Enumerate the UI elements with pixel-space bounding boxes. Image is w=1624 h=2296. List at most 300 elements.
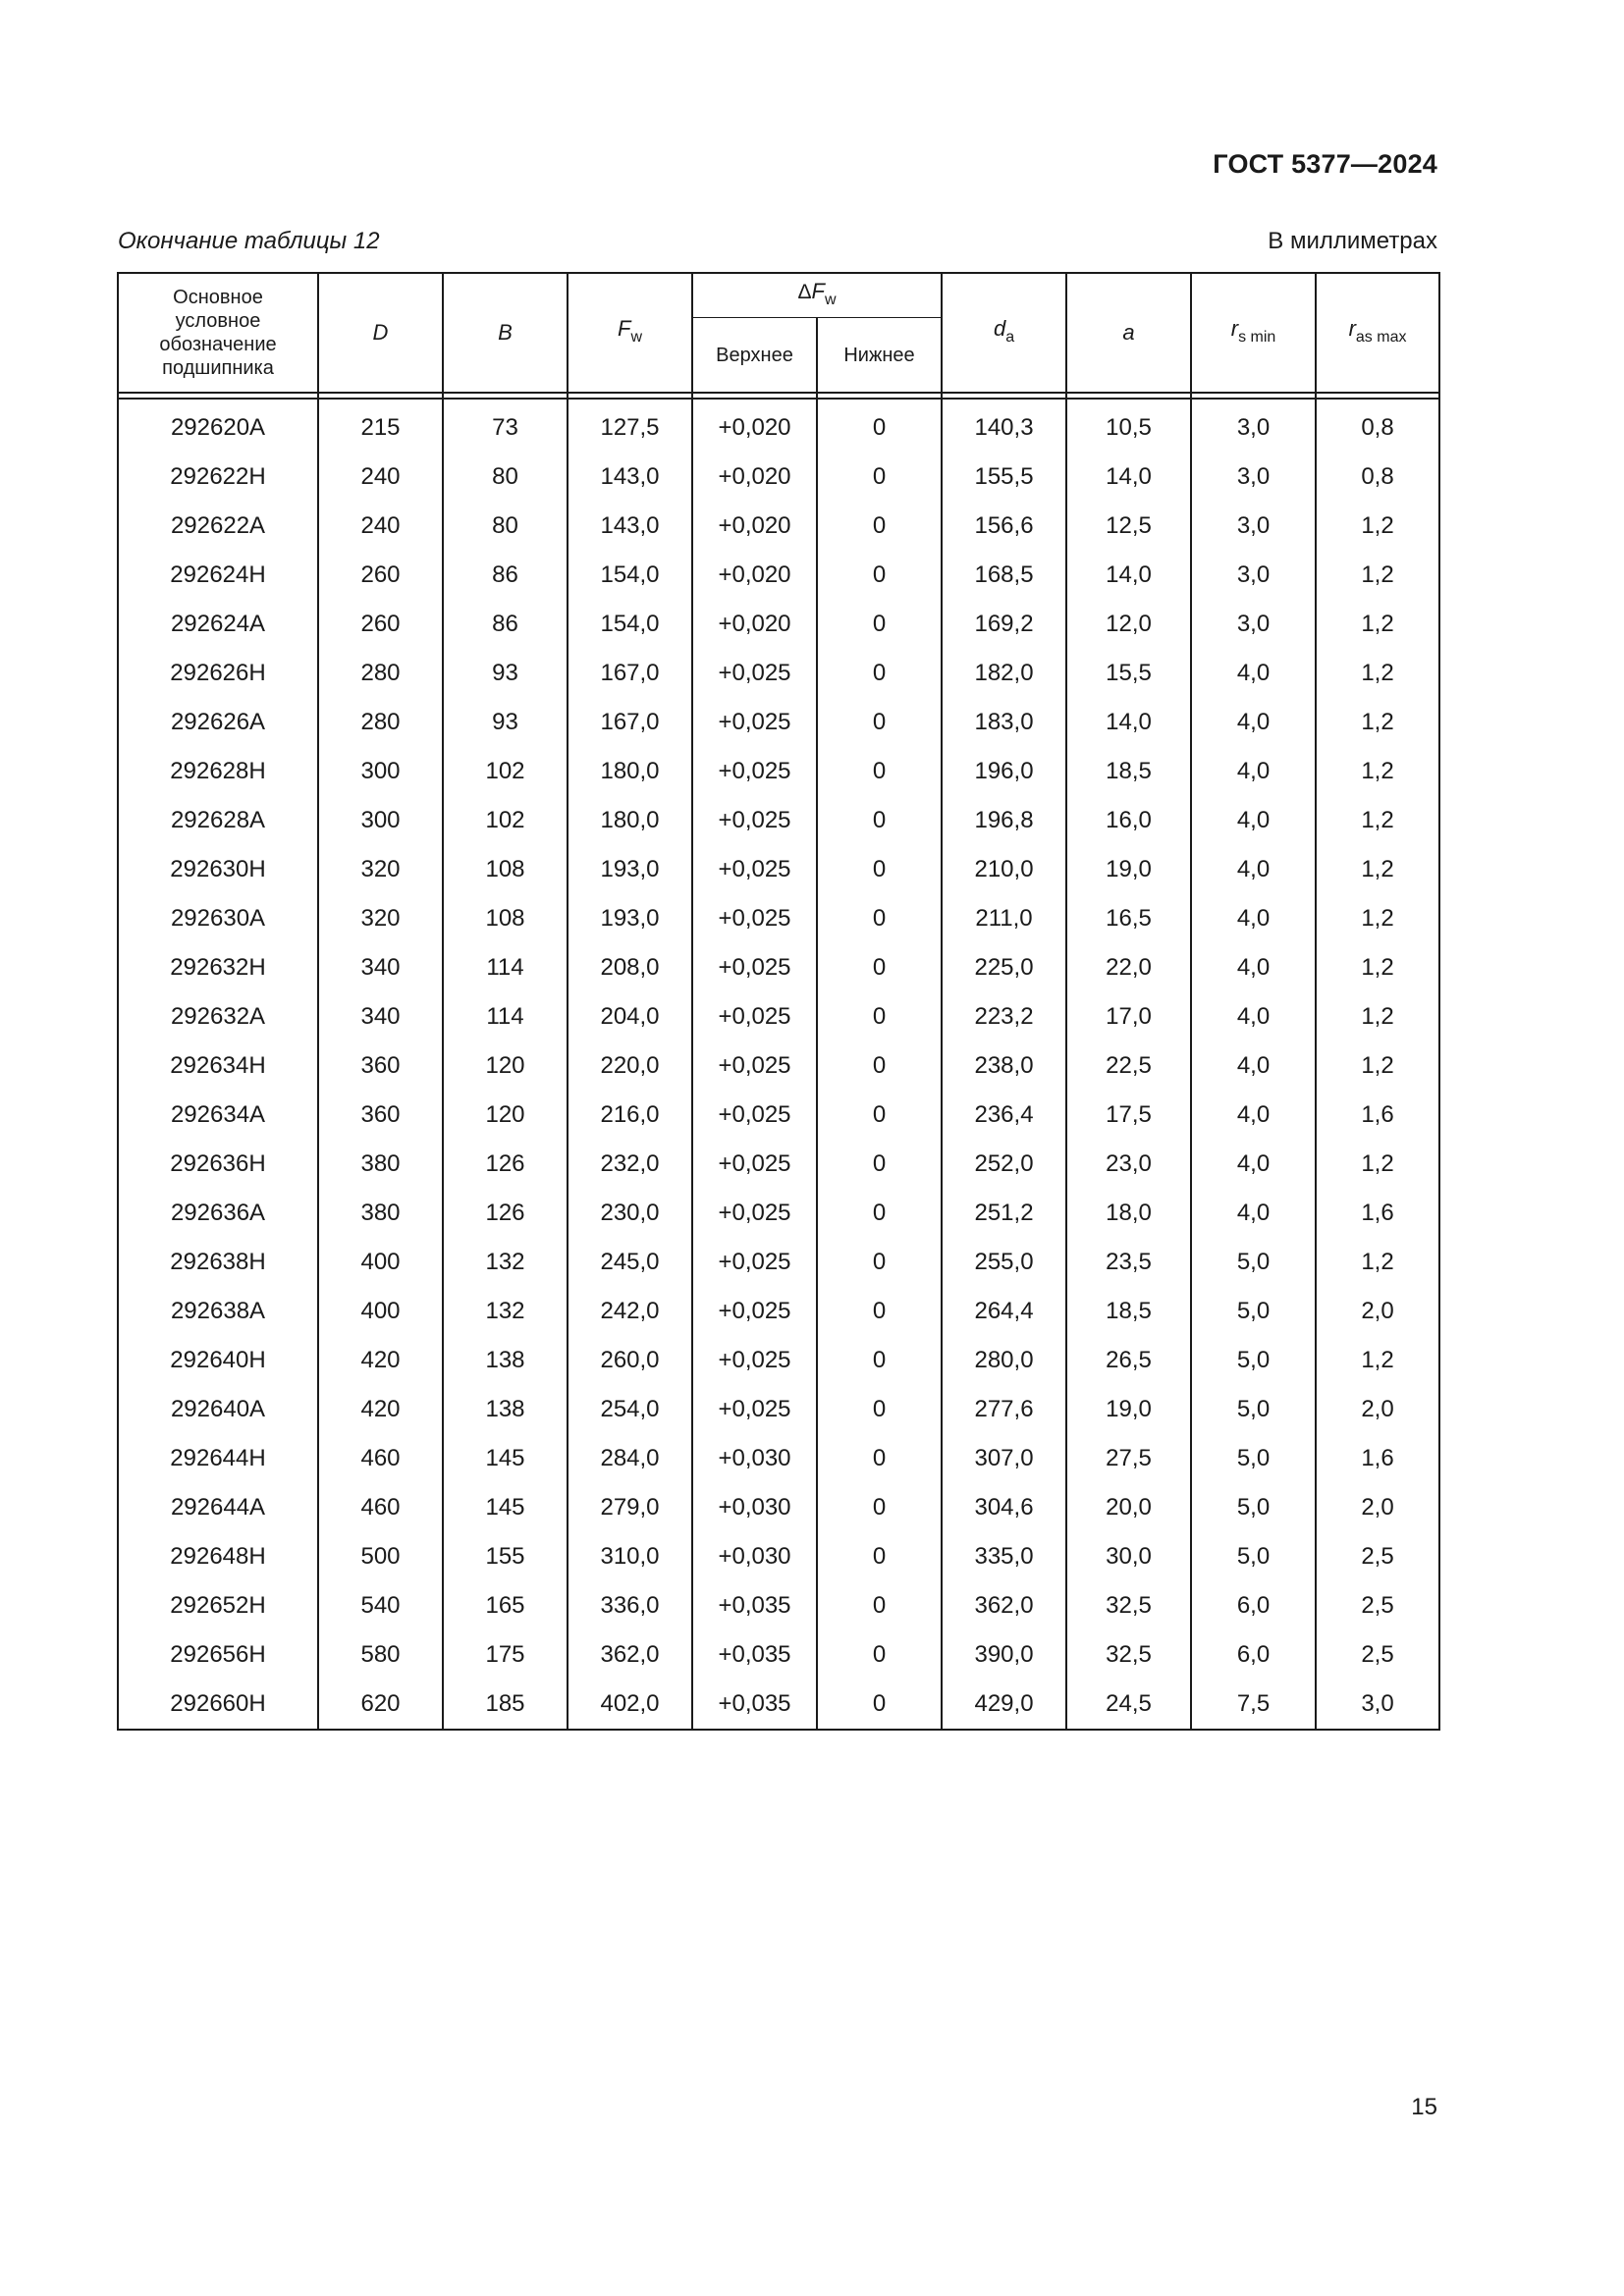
cell-a: 23,0 [1066,1140,1191,1189]
cell-delta-upper: +0,025 [692,649,817,698]
cell-designation: 292628А [118,796,318,845]
cell-D: 260 [318,600,443,649]
cell-D: 240 [318,453,443,502]
cell-Fw: 336,0 [568,1581,692,1630]
cell-designation: 292628Н [118,747,318,796]
column-header-upper: Верхнее [692,318,817,393]
cell-rs-min: 3,0 [1191,502,1316,551]
table-row [118,551,1439,600]
cell-B: 185 [443,1680,568,1730]
table-row [118,1238,1439,1287]
cell-a: 19,0 [1066,845,1191,894]
cell-rs-min: 5,0 [1191,1336,1316,1385]
cell-delta-lower: 0 [817,1532,942,1581]
bearing-dimensions-table [117,272,1440,1731]
cell-a: 18,5 [1066,747,1191,796]
cell-D: 340 [318,943,443,992]
table-header [118,273,1439,393]
cell-delta-upper: +0,020 [692,600,817,649]
cell-da: 251,2 [942,1189,1066,1238]
cell-ras-max: 1,2 [1316,894,1439,943]
cell-a: 15,5 [1066,649,1191,698]
cell-B: 80 [443,502,568,551]
cell-B: 93 [443,649,568,698]
cell-designation: 292640Н [118,1336,318,1385]
cell-delta-lower: 0 [817,943,942,992]
rs-symbol: r [1230,315,1239,341]
cell-Fw: 232,0 [568,1140,692,1189]
table-row [118,894,1439,943]
cell-ras-max: 1,2 [1316,1238,1439,1287]
cell-designation: 292630Н [118,845,318,894]
cell-D: 340 [318,992,443,1041]
cell-designation: 292626Н [118,649,318,698]
cell-da: 236,4 [942,1091,1066,1140]
cell-Fw: 260,0 [568,1336,692,1385]
cell-rs-min: 5,0 [1191,1434,1316,1483]
cell-da: 362,0 [942,1581,1066,1630]
cell-delta-upper: +0,025 [692,894,817,943]
cell-designation: 292634А [118,1091,318,1140]
cell-delta-upper: +0,025 [692,1336,817,1385]
cell-B: 165 [443,1581,568,1630]
cell-da: 183,0 [942,698,1066,747]
cell-rs-min: 4,0 [1191,894,1316,943]
cell-Fw: 143,0 [568,453,692,502]
cell-a: 26,5 [1066,1336,1191,1385]
cell-D: 460 [318,1483,443,1532]
table-row [118,502,1439,551]
cell-delta-lower: 0 [817,1680,942,1730]
table-row [118,1434,1439,1483]
cell-D: 540 [318,1581,443,1630]
table-row [118,1630,1439,1680]
cell-a: 19,0 [1066,1385,1191,1434]
cell-delta-upper: +0,025 [692,1287,817,1336]
units-note: В миллиметрах [1268,228,1437,254]
Fw-symbol: F [617,315,631,341]
table-row [118,747,1439,796]
cell-a: 10,5 [1066,399,1191,453]
cell-delta-upper: +0,025 [692,1091,817,1140]
cell-a: 22,0 [1066,943,1191,992]
cell-ras-max: 1,2 [1316,551,1439,600]
cell-designation: 292632А [118,992,318,1041]
table-row [118,1041,1439,1091]
cell-B: 102 [443,796,568,845]
table-row [118,600,1439,649]
cell-ras-max: 0,8 [1316,399,1439,453]
cell-da: 255,0 [942,1238,1066,1287]
cell-Fw: 204,0 [568,992,692,1041]
cell-rs-min: 4,0 [1191,1140,1316,1189]
cell-D: 260 [318,551,443,600]
table-row [118,1091,1439,1140]
table-row [118,1680,1439,1730]
cell-a: 18,0 [1066,1189,1191,1238]
cell-delta-upper: +0,035 [692,1630,817,1680]
cell-D: 280 [318,649,443,698]
cell-delta-upper: +0,025 [692,1140,817,1189]
cell-rs-min: 3,0 [1191,453,1316,502]
cell-ras-max: 2,0 [1316,1287,1439,1336]
cell-designation: 292656Н [118,1630,318,1680]
cell-delta-lower: 0 [817,1091,942,1140]
Fw-subscript: w [630,328,642,346]
cell-da: 225,0 [942,943,1066,992]
cell-da: 223,2 [942,992,1066,1041]
cell-a: 16,0 [1066,796,1191,845]
cell-Fw: 167,0 [568,698,692,747]
cell-designation: 292636Н [118,1140,318,1189]
cell-delta-lower: 0 [817,1630,942,1680]
table-row [118,1336,1439,1385]
cell-rs-min: 7,5 [1191,1680,1316,1730]
column-header-a [1066,273,1191,393]
table-row [118,992,1439,1041]
cell-designation: 292636А [118,1189,318,1238]
table-row [118,1532,1439,1581]
cell-delta-lower: 0 [817,747,942,796]
cell-B: 126 [443,1189,568,1238]
table-body [118,399,1439,1730]
cell-designation: 292660Н [118,1680,318,1730]
cell-da: 429,0 [942,1680,1066,1730]
table-row [118,845,1439,894]
cell-a: 32,5 [1066,1581,1191,1630]
cell-Fw: 180,0 [568,747,692,796]
cell-delta-lower: 0 [817,399,942,453]
cell-rs-min: 3,0 [1191,551,1316,600]
cell-D: 420 [318,1385,443,1434]
cell-Fw: 245,0 [568,1238,692,1287]
cell-delta-lower: 0 [817,1041,942,1091]
cell-B: 120 [443,1091,568,1140]
table-row [118,1140,1439,1189]
cell-designation: 292622Н [118,453,318,502]
column-header-D [318,273,443,393]
cell-delta-upper: +0,020 [692,399,817,453]
cell-delta-upper: +0,025 [692,1385,817,1434]
cell-Fw: 216,0 [568,1091,692,1140]
cell-B: 138 [443,1385,568,1434]
cell-rs-min: 5,0 [1191,1532,1316,1581]
cell-ras-max: 1,2 [1316,600,1439,649]
column-header-Fw [568,273,692,393]
cell-designation: 292624Н [118,551,318,600]
cell-ras-max: 1,2 [1316,747,1439,796]
cell-B: 108 [443,894,568,943]
cell-B: 102 [443,747,568,796]
cell-B: 138 [443,1336,568,1385]
cell-da: 238,0 [942,1041,1066,1091]
cell-B: 155 [443,1532,568,1581]
cell-rs-min: 6,0 [1191,1581,1316,1630]
cell-rs-min: 4,0 [1191,1041,1316,1091]
table-row [118,1287,1439,1336]
cell-da: 210,0 [942,845,1066,894]
cell-B: 132 [443,1287,568,1336]
cell-Fw: 208,0 [568,943,692,992]
cell-delta-upper: +0,025 [692,943,817,992]
cell-delta-lower: 0 [817,1581,942,1630]
cell-designation: 292634Н [118,1041,318,1091]
cell-Fw: 127,5 [568,399,692,453]
cell-rs-min: 4,0 [1191,747,1316,796]
ras-symbol: r [1348,315,1356,341]
cell-designation: 292626А [118,698,318,747]
cell-ras-max: 1,2 [1316,698,1439,747]
cell-Fw: 167,0 [568,649,692,698]
cell-designation: 292630А [118,894,318,943]
cell-B: 114 [443,992,568,1041]
cell-rs-min: 4,0 [1191,992,1316,1041]
cell-ras-max: 0,8 [1316,453,1439,502]
cell-D: 400 [318,1238,443,1287]
cell-B: 73 [443,399,568,453]
cell-B: 175 [443,1630,568,1680]
cell-ras-max: 1,6 [1316,1091,1439,1140]
cell-delta-upper: +0,020 [692,551,817,600]
cell-ras-max: 2,5 [1316,1581,1439,1630]
cell-delta-upper: +0,020 [692,453,817,502]
cell-delta-lower: 0 [817,600,942,649]
cell-Fw: 180,0 [568,796,692,845]
cell-da: 169,2 [942,600,1066,649]
table-row [118,453,1439,502]
cell-Fw: 242,0 [568,1287,692,1336]
cell-designation: 292648Н [118,1532,318,1581]
table-caption: Окончание таблицы 12 [118,228,380,254]
column-header-rs-min [1191,273,1316,393]
cell-delta-lower: 0 [817,551,942,600]
cell-delta-upper: +0,025 [692,1238,817,1287]
cell-D: 300 [318,796,443,845]
document-code: ГОСТ 5377—2024 [1213,149,1437,179]
table-row [118,943,1439,992]
cell-rs-min: 4,0 [1191,796,1316,845]
cell-D: 400 [318,1287,443,1336]
cell-ras-max: 1,6 [1316,1189,1439,1238]
cell-da: 211,0 [942,894,1066,943]
cell-a: 32,5 [1066,1630,1191,1680]
cell-B: 108 [443,845,568,894]
cell-da: 140,3 [942,399,1066,453]
cell-delta-lower: 0 [817,796,942,845]
column-header-lower: Нижнее [817,318,942,393]
cell-da: 156,6 [942,502,1066,551]
cell-B: 86 [443,600,568,649]
table-row [118,399,1439,453]
cell-D: 320 [318,894,443,943]
cell-designation: 292624А [118,600,318,649]
cell-Fw: 254,0 [568,1385,692,1434]
cell-da: 335,0 [942,1532,1066,1581]
cell-a: 17,5 [1066,1091,1191,1140]
cell-delta-upper: +0,030 [692,1532,817,1581]
cell-delta-lower: 0 [817,894,942,943]
delta-Fw-subscript: w [824,291,837,308]
cell-rs-min: 4,0 [1191,698,1316,747]
table-container [117,272,1438,1731]
cell-rs-min: 5,0 [1191,1287,1316,1336]
cell-Fw: 310,0 [568,1532,692,1581]
cell-D: 320 [318,845,443,894]
cell-delta-upper: +0,020 [692,502,817,551]
cell-delta-lower: 0 [817,992,942,1041]
cell-designation: 292644Н [118,1434,318,1483]
cell-Fw: 143,0 [568,502,692,551]
cell-B: 145 [443,1483,568,1532]
cell-ras-max: 1,2 [1316,992,1439,1041]
cell-delta-lower: 0 [817,1140,942,1189]
cell-delta-lower: 0 [817,453,942,502]
cell-B: 145 [443,1434,568,1483]
cell-delta-lower: 0 [817,1287,942,1336]
cell-Fw: 154,0 [568,551,692,600]
da-symbol: d [993,315,1006,341]
table-row [118,1189,1439,1238]
cell-rs-min: 5,0 [1191,1238,1316,1287]
cell-B: 132 [443,1238,568,1287]
column-header-designation: Основное условное обозначение подшипника [118,273,318,393]
cell-delta-lower: 0 [817,1434,942,1483]
cell-rs-min: 6,0 [1191,1630,1316,1680]
cell-D: 215 [318,399,443,453]
cell-D: 460 [318,1434,443,1483]
cell-delta-lower: 0 [817,1189,942,1238]
cell-B: 86 [443,551,568,600]
B-symbol: B [498,319,513,345]
cell-da: 196,0 [942,747,1066,796]
D-symbol: D [372,319,389,345]
cell-delta-lower: 0 [817,1483,942,1532]
cell-a: 17,0 [1066,992,1191,1041]
cell-B: 114 [443,943,568,992]
cell-rs-min: 3,0 [1191,399,1316,453]
cell-rs-min: 5,0 [1191,1483,1316,1532]
cell-ras-max: 1,2 [1316,943,1439,992]
cell-da: 280,0 [942,1336,1066,1385]
cell-B: 93 [443,698,568,747]
cell-rs-min: 4,0 [1191,1091,1316,1140]
cell-da: 252,0 [942,1140,1066,1189]
cell-D: 360 [318,1041,443,1091]
cell-delta-upper: +0,025 [692,1041,817,1091]
cell-a: 30,0 [1066,1532,1191,1581]
cell-ras-max: 2,5 [1316,1532,1439,1581]
cell-a: 20,0 [1066,1483,1191,1532]
cell-designation: 292638Н [118,1238,318,1287]
cell-Fw: 362,0 [568,1630,692,1680]
cell-Fw: 193,0 [568,894,692,943]
cell-delta-lower: 0 [817,845,942,894]
cell-delta-upper: +0,025 [692,845,817,894]
cell-a: 16,5 [1066,894,1191,943]
cell-da: 277,6 [942,1385,1066,1434]
delta-symbol: Δ [797,280,812,303]
cell-ras-max: 1,2 [1316,1336,1439,1385]
cell-D: 380 [318,1189,443,1238]
cell-ras-max: 1,2 [1316,649,1439,698]
cell-a: 14,0 [1066,453,1191,502]
cell-a: 12,0 [1066,600,1191,649]
da-subscript: a [1005,328,1015,346]
cell-ras-max: 2,5 [1316,1630,1439,1680]
cell-a: 24,5 [1066,1680,1191,1730]
cell-ras-max: 1,2 [1316,502,1439,551]
cell-a: 22,5 [1066,1041,1191,1091]
cell-delta-upper: +0,025 [692,698,817,747]
column-header-delta-Fw [692,273,942,318]
delta-Fw-symbol: F [811,278,825,303]
cell-rs-min: 3,0 [1191,600,1316,649]
cell-rs-min: 4,0 [1191,649,1316,698]
cell-designation: 292652Н [118,1581,318,1630]
cell-ras-max: 1,2 [1316,796,1439,845]
table-row [118,796,1439,845]
cell-delta-upper: +0,030 [692,1434,817,1483]
cell-D: 240 [318,502,443,551]
cell-ras-max: 1,6 [1316,1434,1439,1483]
cell-ras-max: 2,0 [1316,1483,1439,1532]
cell-delta-upper: +0,025 [692,747,817,796]
cell-designation: 292632Н [118,943,318,992]
rs-subscript: s min [1238,328,1276,346]
table-row [118,649,1439,698]
cell-D: 360 [318,1091,443,1140]
cell-ras-max: 1,2 [1316,845,1439,894]
cell-rs-min: 4,0 [1191,1189,1316,1238]
cell-a: 18,5 [1066,1287,1191,1336]
cell-designation: 292620А [118,399,318,453]
cell-a: 12,5 [1066,502,1191,551]
cell-delta-lower: 0 [817,1238,942,1287]
table-row [118,1483,1439,1532]
cell-delta-lower: 0 [817,1385,942,1434]
table-row [118,1581,1439,1630]
cell-da: 182,0 [942,649,1066,698]
ras-subscript: as max [1355,328,1407,346]
cell-Fw: 402,0 [568,1680,692,1730]
cell-rs-min: 5,0 [1191,1385,1316,1434]
cell-ras-max: 1,2 [1316,1041,1439,1091]
cell-D: 280 [318,698,443,747]
cell-da: 196,8 [942,796,1066,845]
cell-Fw: 279,0 [568,1483,692,1532]
cell-D: 420 [318,1336,443,1385]
cell-Fw: 284,0 [568,1434,692,1483]
cell-da: 155,5 [942,453,1066,502]
cell-rs-min: 4,0 [1191,845,1316,894]
cell-designation: 292640А [118,1385,318,1434]
cell-da: 168,5 [942,551,1066,600]
cell-a: 14,0 [1066,698,1191,747]
page-number: 15 [1411,2094,1437,2120]
cell-D: 300 [318,747,443,796]
column-header-ras-max [1316,273,1439,393]
cell-delta-upper: +0,035 [692,1581,817,1630]
cell-delta-lower: 0 [817,502,942,551]
cell-B: 120 [443,1041,568,1091]
cell-D: 620 [318,1680,443,1730]
cell-B: 80 [443,453,568,502]
cell-delta-upper: +0,025 [692,796,817,845]
cell-delta-upper: +0,025 [692,1189,817,1238]
cell-D: 380 [318,1140,443,1189]
cell-B: 126 [443,1140,568,1189]
cell-D: 500 [318,1532,443,1581]
